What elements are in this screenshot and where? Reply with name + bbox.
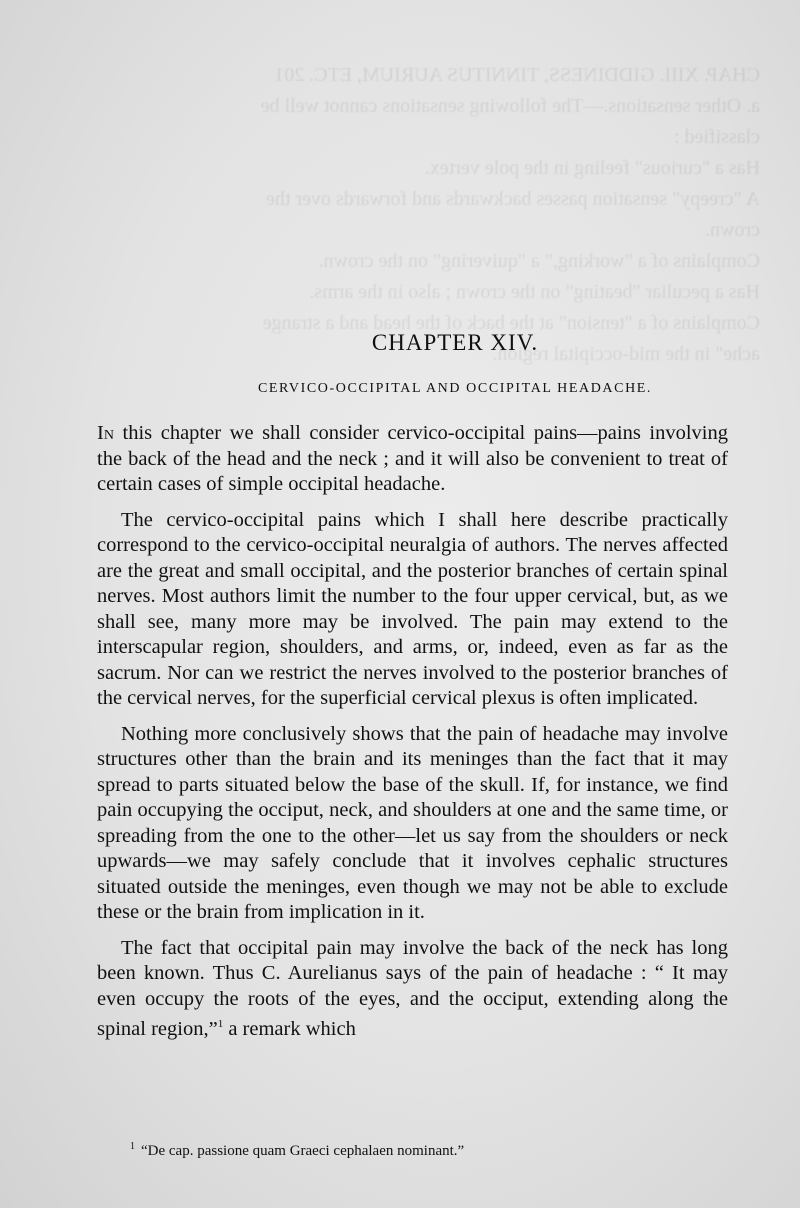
bleed-line: classified :	[673, 126, 760, 148]
paragraph-4-tail: a remark which	[223, 1017, 356, 1040]
bleed-line: Has a peculiar "beating" on the crown ; also in the arms.	[309, 281, 760, 303]
paragraph-1	[97, 421, 728, 498]
bleed-line: ache" in the mid-occipital region.	[492, 343, 760, 365]
bleed-line: Has a "curious" feeling in the pole vertex.	[424, 157, 760, 179]
show-through-text	[90, 60, 760, 420]
chapter-subtitle: CERVICO-OCCIPITAL AND OCCIPITAL HEADACHE.	[257, 381, 653, 396]
footnote-mark: 1	[130, 1141, 135, 1152]
paragraph-4	[97, 936, 728, 1043]
paragraph-2: The cervico-occipital pains which I shall here describe practically correspond to the cervico-occipital neuralgia of authors. The nerves affected are the great and small occipital, and the posterior branches of certain spinal nerves. Most authors limit the number to the four upper cervical, but, as we shall see, many more may be involved. The pain may extend to the interscapular region, shoulders, and arms, or, indeed, even as far as the sacrum. Nor can we restrict the nerves involved to the posterior branches of the cervical nerves, for the superficial cervical plexus is often implicated.	[97, 508, 728, 709]
bleed-line: A "creepy" sensation passes backwards and forwards over the	[266, 188, 760, 210]
footnote-text: “De cap. passione quam Graeci cephalaen nominant.”	[141, 1143, 465, 1159]
bleed-line: Complains of a "working," a "quivering" on the crown.	[318, 250, 760, 272]
chapter-title: CHAPTER XIV.	[371, 330, 539, 355]
paragraph-3: Nothing more conclusively shows that the pain of headache may involve structures other than the brain and its meninges than the fact that it may spread to parts situated below the base of the skull. If, for instance, we find pain occupying the occiput, neck, and shoulders at one and the same time, or spreading from the one to the other—let us say from the shoulders or neck upwards—we may safely conclude that it involves cephalic structures situated outside the meninges, even though we may not be able to exclude these or the brain from implication in it.	[97, 722, 728, 923]
drop-lead: In	[97, 422, 114, 444]
bleed-line: Complains of a "tension" at the back of the head and a strange	[262, 312, 760, 334]
footnote	[130, 1138, 730, 1160]
paragraph-4-text: The fact that occipital pain may involve the back of the neck has long been known. Thus C. Aurelianus says of the pain of headache : “ It may even occupy the roots of the eyes, and the occiput, extending along the spinal region,”	[97, 936, 728, 1040]
body-text	[97, 421, 728, 1052]
bleed-line: a. Other sensations.—The following sensations cannot well be	[260, 95, 760, 117]
paragraph-1-text: this chapter we shall consider cervico-occipital pains—pains involving the back of the head and the neck ; and it will also be convenient to treat of certain cases of simple occipital headache.	[97, 422, 728, 495]
bleed-line: crown.	[705, 219, 760, 241]
bleed-running-head: CHAP. XIII. GIDDINESS, TINNITUS AURIUM, ETC. 201	[274, 64, 760, 86]
footnote-ref: 1	[217, 1018, 224, 1030]
